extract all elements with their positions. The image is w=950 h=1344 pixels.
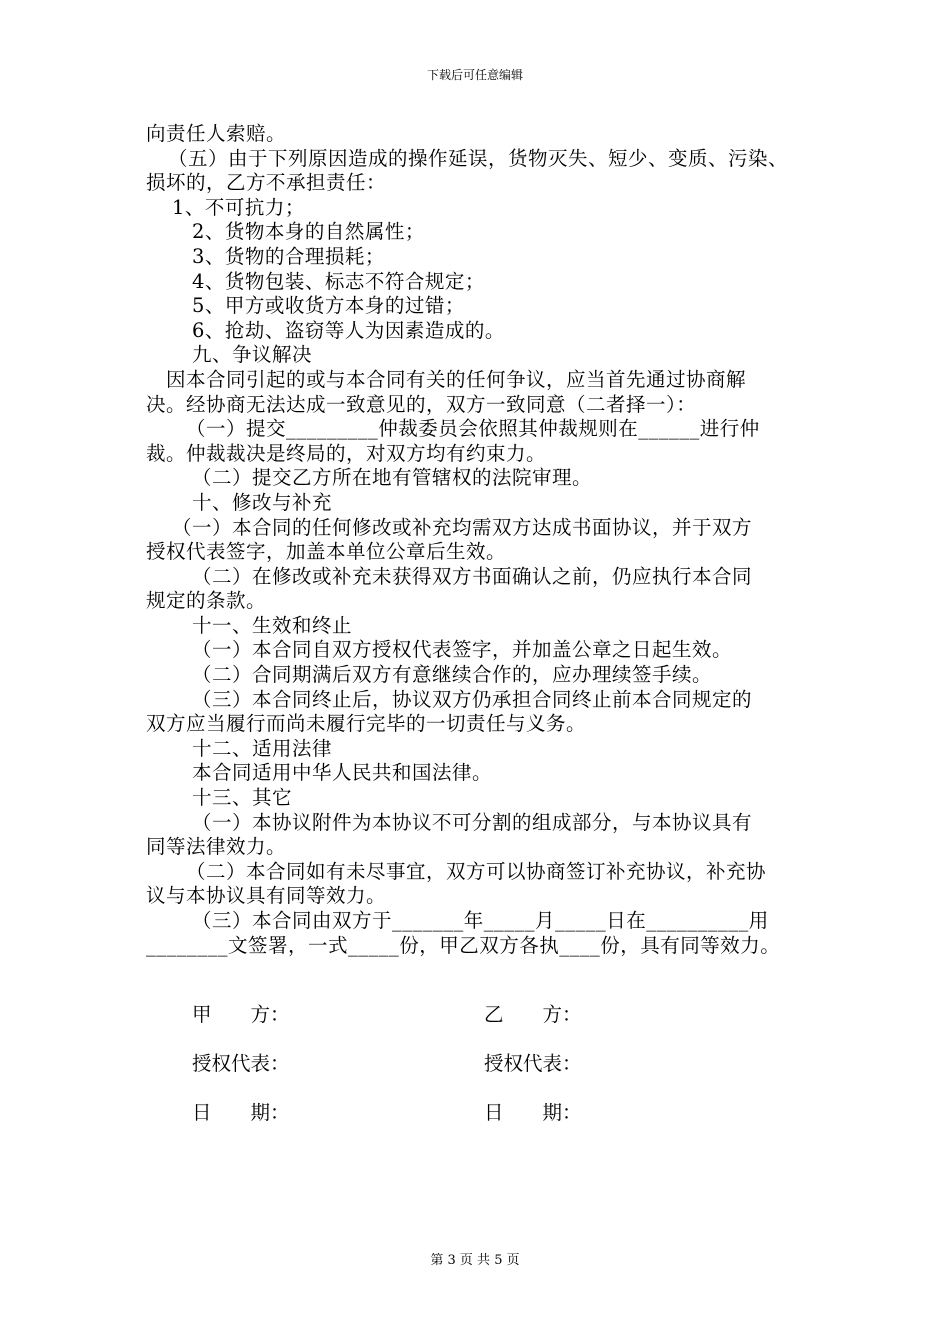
text-line: （五）由于下列原因造成的操作延误，货物灭失、短少、变质、污染、 bbox=[168, 146, 789, 170]
text-line: （一）本合同的任何修改或补充均需双方达成书面协议，并于双方 bbox=[172, 515, 753, 539]
text-line: （二）在修改或补充未获得双方书面确认之前，仍应执行本合同 bbox=[192, 564, 753, 588]
page-footer: 第 3 页 共 5 页 bbox=[430, 1253, 520, 1268]
text-line: （一）提交_________仲裁委员会依照其仲裁规则在______进行仲 bbox=[186, 417, 760, 441]
text-line: 决。经协商无法达成一致意见的，双方一致同意（二者择一）： bbox=[146, 392, 697, 416]
text-line: （一）本合同自双方授权代表签字，并加盖公章之日起生效。 bbox=[192, 638, 733, 662]
party-b-label: 乙 方： bbox=[484, 1003, 582, 1026]
party-b-representative-label: 授权代表： bbox=[484, 1052, 582, 1075]
text-line: 授权代表签字，加盖本单位公章后生效。 bbox=[146, 540, 507, 564]
text-line: 十三、其它 bbox=[192, 786, 293, 810]
text-line: 6、抢劫、盗窃等人为因素造成的。 bbox=[192, 318, 505, 342]
text-line: 十、修改与补充 bbox=[192, 490, 333, 514]
text-line: 议与本协议具有同等效力。 bbox=[146, 884, 387, 908]
text-line: 同等法律效力。 bbox=[146, 835, 287, 859]
text-line: （二）提交乙方所在地有管辖权的法院审理。 bbox=[192, 466, 593, 490]
contract-body bbox=[146, 122, 814, 958]
text-line: 本合同适用中华人民共和国法律。 bbox=[192, 761, 493, 785]
text-line: 损坏的，乙方不承担责任： bbox=[146, 171, 387, 195]
text-line: ________文签署，一式_____份，甲乙双方各执____份，具有同等效力。 bbox=[146, 933, 781, 957]
party-a-representative-label: 授权代表： bbox=[192, 1052, 290, 1075]
text-line: 4、货物包装、标志不符合规定； bbox=[192, 269, 485, 293]
text-line: 因本合同引起的或与本合同有关的任何争议，应当首先通过协商解 bbox=[166, 367, 747, 391]
text-line: （一）本协议附件为本协议不可分割的组成部分，与本协议具有 bbox=[192, 810, 753, 834]
text-line: 2、货物本身的自然属性； bbox=[192, 220, 425, 244]
text-line: （三）本合同终止后，协议双方仍承担合同终止前本合同规定的 bbox=[192, 687, 753, 711]
text-line: 3、货物的合理损耗； bbox=[192, 244, 385, 268]
text-line: （三）本合同由双方于_______年_____月_____日在__________用 bbox=[192, 909, 769, 932]
text-line: 5、甲方或收货方本身的过错； bbox=[192, 294, 465, 318]
text-line: 裁。仲裁裁决是终局的，对双方均有约束力。 bbox=[146, 441, 547, 465]
text-line: 1、不可抗力； bbox=[172, 195, 305, 219]
text-line: 十二、适用法律 bbox=[192, 736, 333, 760]
party-b-date-label: 日 期： bbox=[484, 1101, 582, 1124]
text-line: 规定的条款。 bbox=[146, 589, 267, 613]
text-line: 九、争议解决 bbox=[192, 343, 313, 367]
text-line: （二）合同期满后双方有意继续合作的，应办理续签手续。 bbox=[192, 663, 713, 687]
text-line: 十一、生效和终止 bbox=[192, 613, 353, 637]
party-a-label: 甲 方： bbox=[192, 1003, 290, 1026]
page-header: 下载后可任意编辑 bbox=[426, 68, 523, 82]
text-line: （二）本合同如有未尽事宜，双方可以协商签订补充协议，补充协 bbox=[186, 859, 767, 883]
text-line: 双方应当履行而尚未履行完毕的一切责任与义务。 bbox=[146, 712, 587, 736]
text-line: 向责任人索赔。 bbox=[146, 122, 287, 145]
party-a-date-label: 日 期： bbox=[192, 1101, 290, 1124]
